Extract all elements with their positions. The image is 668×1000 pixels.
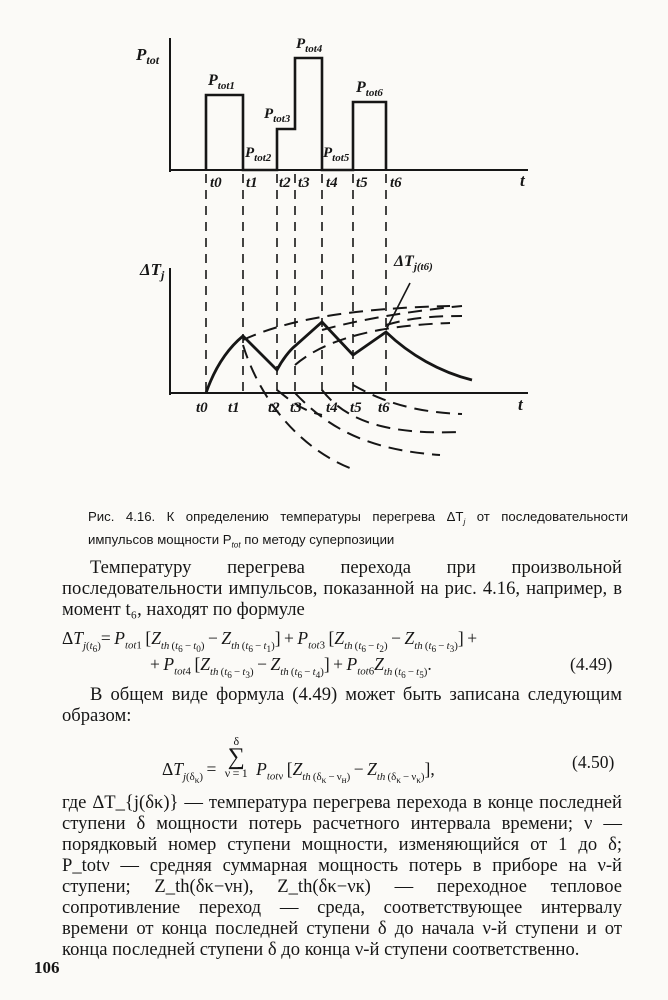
pulse-label-6: $P_{tot6}$ — [356, 79, 383, 99]
time-guide-lines — [206, 174, 386, 393]
top-tick-t6: t6 — [390, 175, 402, 191]
top-tick-t5: t5 — [356, 175, 368, 191]
top-tick-t3: t3 — [298, 175, 310, 191]
bottom-tick-t1: t1 — [228, 400, 240, 416]
paragraph-2: В общем виде формула (4.49) может быть записана следующим образом: — [62, 684, 622, 726]
pulse-label-5: $P_{tot5}$ — [323, 145, 350, 164]
pulse-label-3: $P_{tot3}$ — [264, 106, 291, 125]
bottom-tick-t0: t0 — [196, 400, 208, 416]
top-tick-t1: t1 — [246, 175, 258, 191]
figure-caption: Рис. 4.16. К определению температуры перегрева $\Delta T_j$ от последовательности импульсов мощности $P_{tot}$ по методу суперпозиции — [88, 509, 629, 550]
equation-4-49-line2: + $P_{tot4}$ $[Z_{th (t_6 - t_3)} - Z_{th (t_6 - t_4)}] + P_{tot6}Z_{th (t_6 - t_5)}$. — [150, 654, 432, 680]
top-tick-t4: t4 — [326, 175, 338, 191]
top-tick-t2: t2 — [279, 175, 291, 191]
bottom-tick-t5: t5 — [350, 400, 362, 416]
pulse-label-1: $P_{tot1}$ — [208, 72, 235, 92]
bottom-tick-t6: t6 — [378, 400, 390, 416]
bottom-tick-t4: t4 — [326, 400, 338, 416]
power-pulses — [206, 58, 386, 170]
junction-temperature-curve — [206, 322, 472, 393]
figure-labels — [135, 36, 526, 416]
page-number: 106 — [34, 958, 60, 977]
pulse-label-2: $P_{tot2}$ — [245, 145, 272, 164]
bottom-tick-t3: t3 — [290, 400, 302, 416]
bottom-tick-t2: t2 — [268, 400, 280, 416]
equation-4-49-line1: $\Delta T_{j(t_6)}= P_{tot1}$ $[Z_{th (t_6 - t_0)} - Z_{th (t_6 - t_1)}] + P_{tot3}$ $[Z_{th (t_6 - t_2)} - Z_{th (t_6 - t_3)}]$ + — [62, 628, 478, 654]
bottom-x-label: t — [518, 395, 523, 414]
pulse-label-4: $P_{tot4}$ — [296, 36, 323, 55]
paragraph-3: где ΔT_{j(δκ)} — температура перегрева перехода в конце последней ступени δ мощности потерь расчетного интервала времени; ν — порядковый номер ступени мощности, изменяющийся от 1 до δ; P_totν — средняя суммарная мощность потерь в приборе на ν-й ступени; Z_th(δκ−νн), Z_th(δκ−νк) — переходное тепловое сопротивление переход — среда, соответствующее интервалу времени от конца последней ступени δ до начала ν-й ступени и от конца последней ступени δ до конца ν-й ступени соответственно. — [62, 792, 622, 960]
top-tick-t0: t0 — [210, 175, 222, 191]
paragraph-1: Температуру перегрева перехода при произвольной последовательности импульсов, показанной на рис. 4.16, например, в момент t₆, находят по формуле — [62, 557, 622, 620]
top-y-label: $P_{tot}$ — [136, 45, 160, 67]
top-x-label: t — [520, 171, 525, 190]
bottom-y-label: $\Delta T_j$ — [140, 260, 165, 282]
equation-4-50-number: (4.50) — [572, 752, 615, 772]
curve-label: $\Delta T_{j(t6)}$ — [394, 253, 433, 273]
equation-4-50: $\Delta T_{j(\delta_\kappa)}$ = δ ∑ ν = 1 $P_{tot\nu}$ $[Z_{th (\delta_\kappa - \nu_н)} - Z_{th (\delta_\kappa - \nu_\kappa)}]$, — [162, 734, 435, 785]
equation-4-49-number: (4.49) — [570, 654, 613, 674]
curve-label-pointer — [386, 283, 410, 330]
